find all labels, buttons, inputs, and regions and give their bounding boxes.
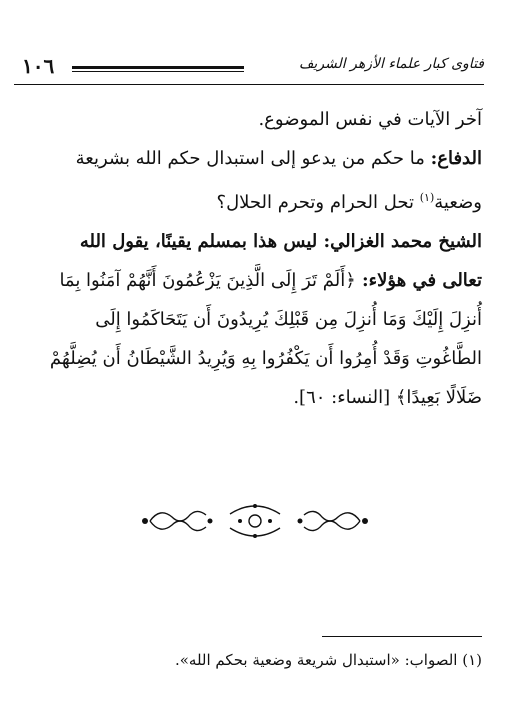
running-title: فتاوى كبار علماء الأزهر الشريف [298,56,484,72]
speaker-defense: الدفاع: [430,148,482,169]
footnote: (١) الصواب: «استبدال شريعة وضعية بحكم الله». [174,651,482,669]
header-rule [72,66,244,69]
page-number: ١٠٦ [22,54,55,78]
decorative-divider-icon [140,496,370,546]
header-rule-thin [72,71,244,72]
verse-citation: [النساء: ٦٠]. [293,387,396,408]
answer-text: ليس هذا بمسلم يقينًا، يقول الله تعالى في هؤلاء: [79,231,482,291]
question-end: تحل الحرام وتحرم الحلال؟ [216,192,420,213]
footnote-separator [322,636,482,637]
paragraph-1: آخر الآيات في نفس الموضوع. [258,109,482,130]
quran-verse: ﴿أَلَمْ تَرَ إِلَى الَّذِينَ يَزْعُمُونَ أَنَّهُمْ آمَنُوا بِمَا أُنزِلَ إِلَيْكَ وَمَا أُنزِلَ مِن قَبْلِكَ يُرِيدُونَ أَن يَتَحَاكَمُوا إِلَى الطَّاغُوتِ وَقَدْ أُمِرُوا أَن يَكْفُرُوا بِهِ وَيُرِيدُ الشَّيْطَانُ أَن يُضِلَّهُمْ ضَلَالًا بَعِيدًا﴾ [49,270,482,408]
page-header [14,56,484,82]
paragraph-3 [40,222,482,417]
paragraph-2 [40,139,482,222]
question-text: ما حكم من يدعو إلى استبدال حكم الله بشريعة وضعية [75,148,482,213]
speaker-ghazali: الشيخ محمد الغزالي: [323,231,482,252]
page-body [40,100,482,417]
footnote-ref: (١) [419,191,435,204]
header-underline [14,84,484,85]
